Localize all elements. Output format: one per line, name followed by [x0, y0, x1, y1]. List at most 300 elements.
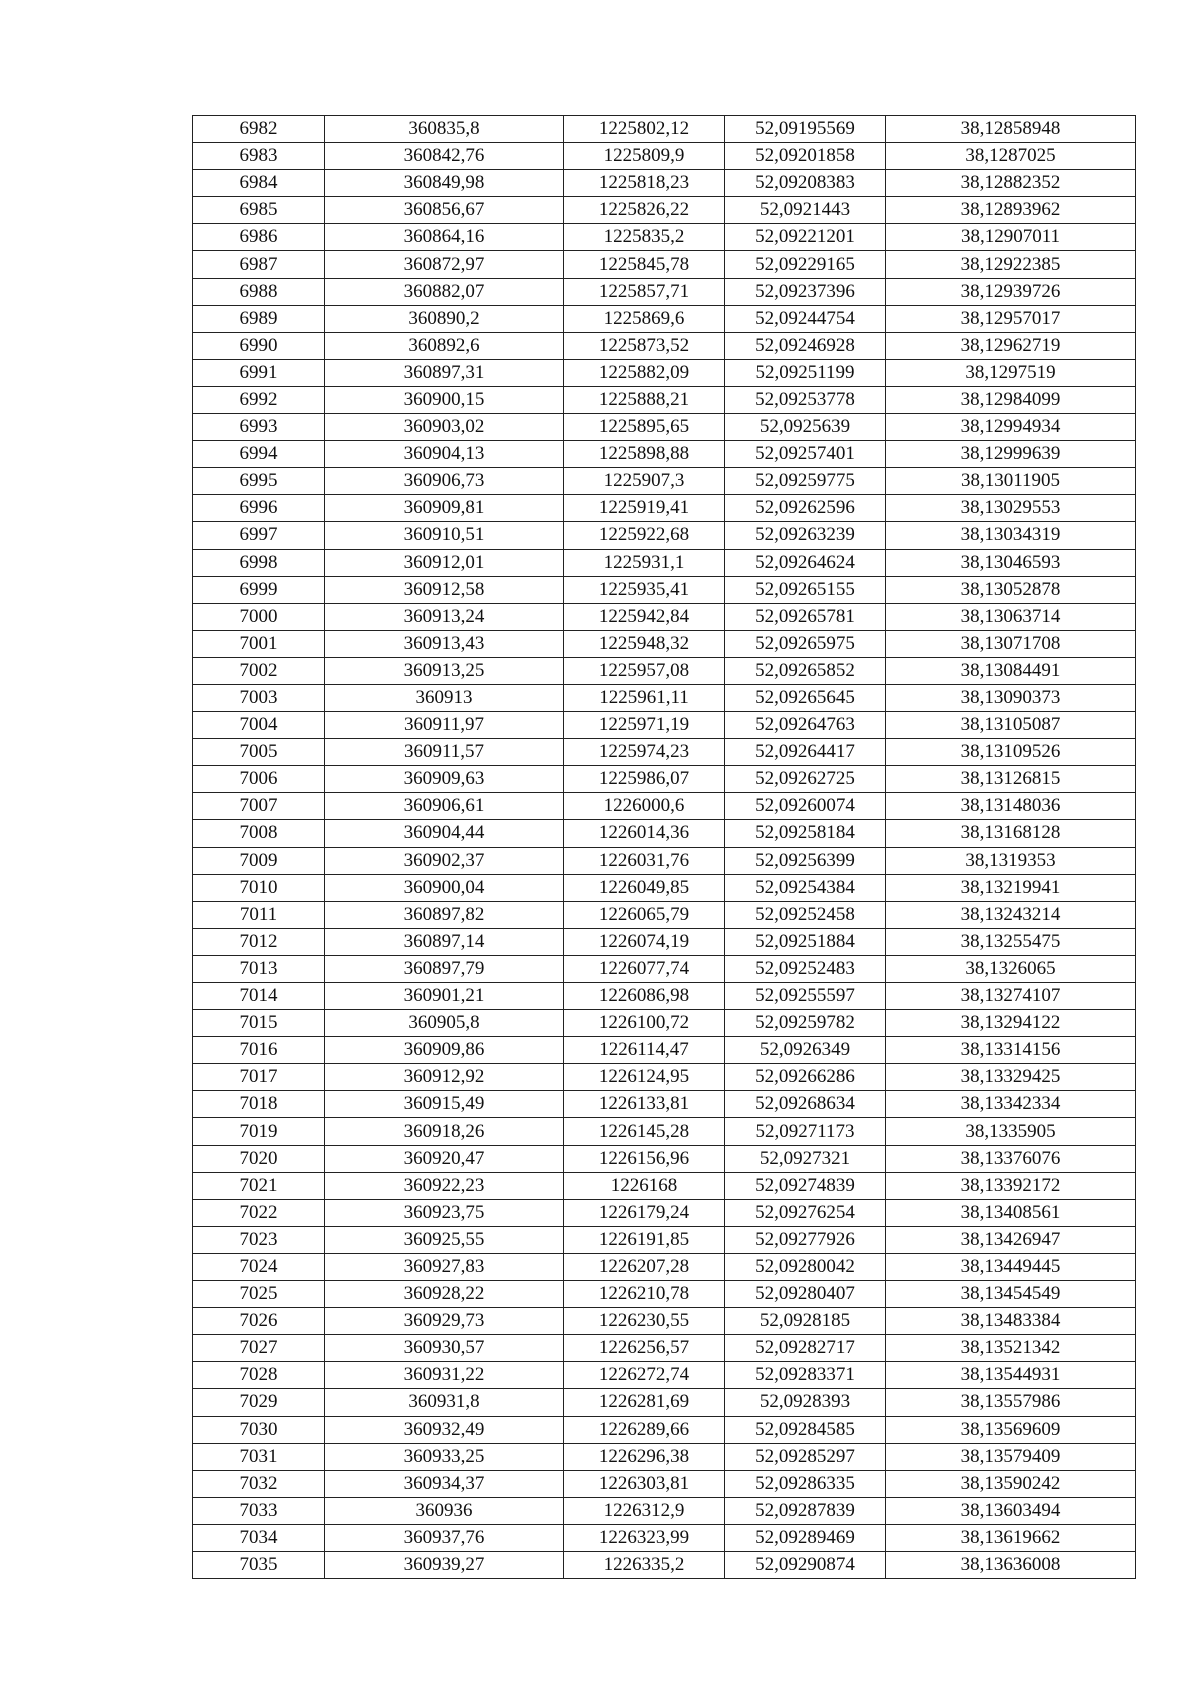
longitude-cell: 38,12893962 — [886, 197, 1136, 224]
y-coordinate-cell: 1226335,2 — [564, 1551, 725, 1578]
y-coordinate-cell: 1226168 — [564, 1172, 725, 1199]
y-coordinate-cell: 1225907,3 — [564, 468, 725, 495]
point-number-cell: 6996 — [193, 495, 325, 522]
y-coordinate-cell: 1226114,47 — [564, 1037, 725, 1064]
y-coordinate-cell: 1225826,22 — [564, 197, 725, 224]
table-row — [193, 549, 1136, 576]
latitude-cell: 52,09268634 — [725, 1091, 886, 1118]
point-number-cell: 6992 — [193, 386, 325, 413]
y-coordinate-cell: 1226289,66 — [564, 1416, 725, 1443]
y-coordinate-cell: 1225869,6 — [564, 305, 725, 332]
latitude-cell: 52,0927321 — [725, 1145, 886, 1172]
latitude-cell: 52,0928185 — [725, 1308, 886, 1335]
latitude-cell: 52,09280042 — [725, 1253, 886, 1280]
x-coordinate-cell: 360925,55 — [325, 1226, 564, 1253]
table-row — [193, 305, 1136, 332]
point-number-cell: 7017 — [193, 1064, 325, 1091]
x-coordinate-cell: 360902,37 — [325, 847, 564, 874]
longitude-cell: 38,13046593 — [886, 549, 1136, 576]
latitude-cell: 52,09262725 — [725, 766, 886, 793]
longitude-cell: 38,1287025 — [886, 143, 1136, 170]
x-coordinate-cell: 360911,97 — [325, 712, 564, 739]
table-row — [193, 1551, 1136, 1578]
y-coordinate-cell: 1225818,23 — [564, 170, 725, 197]
y-coordinate-cell: 1226256,57 — [564, 1335, 725, 1362]
latitude-cell: 52,09280407 — [725, 1281, 886, 1308]
longitude-cell: 38,13579409 — [886, 1443, 1136, 1470]
point-number-cell: 7018 — [193, 1091, 325, 1118]
latitude-cell: 52,09201858 — [725, 143, 886, 170]
longitude-cell: 38,12907011 — [886, 224, 1136, 251]
table-row — [193, 495, 1136, 522]
point-number-cell: 6984 — [193, 170, 325, 197]
point-number-cell: 7035 — [193, 1551, 325, 1578]
table-row — [193, 1470, 1136, 1497]
point-number-cell: 6990 — [193, 332, 325, 359]
y-coordinate-cell: 1225919,41 — [564, 495, 725, 522]
y-coordinate-cell: 1225942,84 — [564, 603, 725, 630]
y-coordinate-cell: 1226049,85 — [564, 874, 725, 901]
longitude-cell: 38,13314156 — [886, 1037, 1136, 1064]
latitude-cell: 52,09289469 — [725, 1524, 886, 1551]
x-coordinate-cell: 360934,37 — [325, 1470, 564, 1497]
table-row — [193, 1308, 1136, 1335]
longitude-cell: 38,13294122 — [886, 1010, 1136, 1037]
table-row — [193, 359, 1136, 386]
longitude-cell: 38,13557986 — [886, 1389, 1136, 1416]
point-number-cell: 7011 — [193, 901, 325, 928]
x-coordinate-cell: 360904,13 — [325, 441, 564, 468]
point-number-cell: 7008 — [193, 820, 325, 847]
point-number-cell: 7020 — [193, 1145, 325, 1172]
point-number-cell: 6997 — [193, 522, 325, 549]
latitude-cell: 52,0926349 — [725, 1037, 886, 1064]
latitude-cell: 52,09287839 — [725, 1497, 886, 1524]
table-row — [193, 522, 1136, 549]
point-number-cell: 6982 — [193, 116, 325, 143]
table-row — [193, 603, 1136, 630]
point-number-cell: 6983 — [193, 143, 325, 170]
point-number-cell: 7034 — [193, 1524, 325, 1551]
longitude-cell: 38,12984099 — [886, 386, 1136, 413]
x-coordinate-cell: 360897,79 — [325, 955, 564, 982]
x-coordinate-cell: 360912,92 — [325, 1064, 564, 1091]
y-coordinate-cell: 1225882,09 — [564, 359, 725, 386]
x-coordinate-cell: 360909,63 — [325, 766, 564, 793]
longitude-cell: 38,13274107 — [886, 983, 1136, 1010]
x-coordinate-cell: 360931,8 — [325, 1389, 564, 1416]
y-coordinate-cell: 1226281,69 — [564, 1389, 725, 1416]
point-number-cell: 7006 — [193, 766, 325, 793]
latitude-cell: 52,09252458 — [725, 901, 886, 928]
table-row — [193, 143, 1136, 170]
latitude-cell: 52,09264624 — [725, 549, 886, 576]
x-coordinate-cell: 360904,44 — [325, 820, 564, 847]
x-coordinate-cell: 360912,58 — [325, 576, 564, 603]
longitude-cell: 38,13449445 — [886, 1253, 1136, 1280]
latitude-cell: 52,09265645 — [725, 684, 886, 711]
x-coordinate-cell: 360912,01 — [325, 549, 564, 576]
longitude-cell: 38,1326065 — [886, 955, 1136, 982]
table-row — [193, 414, 1136, 441]
table-row — [193, 1226, 1136, 1253]
longitude-cell: 38,1319353 — [886, 847, 1136, 874]
latitude-cell: 52,09251884 — [725, 928, 886, 955]
latitude-cell: 52,09262596 — [725, 495, 886, 522]
longitude-cell: 38,13148036 — [886, 793, 1136, 820]
y-coordinate-cell: 1225895,65 — [564, 414, 725, 441]
point-number-cell: 7022 — [193, 1199, 325, 1226]
longitude-cell: 38,13392172 — [886, 1172, 1136, 1199]
longitude-cell: 38,13569609 — [886, 1416, 1136, 1443]
latitude-cell: 52,09271173 — [725, 1118, 886, 1145]
y-coordinate-cell: 1225922,68 — [564, 522, 725, 549]
table-row — [193, 116, 1136, 143]
point-number-cell: 6995 — [193, 468, 325, 495]
x-coordinate-cell: 360900,04 — [325, 874, 564, 901]
longitude-cell: 38,12922385 — [886, 251, 1136, 278]
table-row — [193, 1172, 1136, 1199]
point-number-cell: 7033 — [193, 1497, 325, 1524]
latitude-cell: 52,09274839 — [725, 1172, 886, 1199]
latitude-cell: 52,09257401 — [725, 441, 886, 468]
x-coordinate-cell: 360920,47 — [325, 1145, 564, 1172]
latitude-cell: 52,09264763 — [725, 712, 886, 739]
table-row — [193, 1281, 1136, 1308]
longitude-cell: 38,13376076 — [886, 1145, 1136, 1172]
x-coordinate-cell: 360922,23 — [325, 1172, 564, 1199]
table-row — [193, 251, 1136, 278]
table-row — [193, 224, 1136, 251]
table-row — [193, 1497, 1136, 1524]
point-number-cell: 7001 — [193, 630, 325, 657]
x-coordinate-cell: 360928,22 — [325, 1281, 564, 1308]
table-row — [193, 1443, 1136, 1470]
y-coordinate-cell: 1226031,76 — [564, 847, 725, 874]
x-coordinate-cell: 360913,24 — [325, 603, 564, 630]
x-coordinate-cell: 360911,57 — [325, 739, 564, 766]
y-coordinate-cell: 1225845,78 — [564, 251, 725, 278]
table-row — [193, 874, 1136, 901]
point-number-cell: 6985 — [193, 197, 325, 224]
table-row — [193, 847, 1136, 874]
x-coordinate-cell: 360897,14 — [325, 928, 564, 955]
point-number-cell: 7023 — [193, 1226, 325, 1253]
latitude-cell: 52,0928393 — [725, 1389, 886, 1416]
table-row — [193, 170, 1136, 197]
y-coordinate-cell: 1226191,85 — [564, 1226, 725, 1253]
latitude-cell: 52,09283371 — [725, 1362, 886, 1389]
point-number-cell: 7002 — [193, 657, 325, 684]
table-row — [193, 332, 1136, 359]
table-row — [193, 197, 1136, 224]
x-coordinate-cell: 360897,31 — [325, 359, 564, 386]
longitude-cell: 38,13084491 — [886, 657, 1136, 684]
point-number-cell: 7016 — [193, 1037, 325, 1064]
x-coordinate-cell: 360913 — [325, 684, 564, 711]
x-coordinate-cell: 360936 — [325, 1497, 564, 1524]
latitude-cell: 52,09277926 — [725, 1226, 886, 1253]
table-row — [193, 901, 1136, 928]
latitude-cell: 52,09282717 — [725, 1335, 886, 1362]
table-row — [193, 468, 1136, 495]
longitude-cell: 38,13619662 — [886, 1524, 1136, 1551]
longitude-cell: 38,12957017 — [886, 305, 1136, 332]
table-row — [193, 1416, 1136, 1443]
table-row — [193, 630, 1136, 657]
longitude-cell: 38,13426947 — [886, 1226, 1136, 1253]
latitude-cell: 52,09259782 — [725, 1010, 886, 1037]
point-number-cell: 6998 — [193, 549, 325, 576]
longitude-cell: 38,12999639 — [886, 441, 1136, 468]
point-number-cell: 7031 — [193, 1443, 325, 1470]
y-coordinate-cell: 1226312,9 — [564, 1497, 725, 1524]
y-coordinate-cell: 1226230,55 — [564, 1308, 725, 1335]
point-number-cell: 7007 — [193, 793, 325, 820]
latitude-cell: 52,09258184 — [725, 820, 886, 847]
latitude-cell: 52,09263239 — [725, 522, 886, 549]
x-coordinate-cell: 360856,67 — [325, 197, 564, 224]
x-coordinate-cell: 360901,21 — [325, 983, 564, 1010]
longitude-cell: 38,13109526 — [886, 739, 1136, 766]
x-coordinate-cell: 360930,57 — [325, 1335, 564, 1362]
longitude-cell: 38,13408561 — [886, 1199, 1136, 1226]
point-number-cell: 7010 — [193, 874, 325, 901]
y-coordinate-cell: 1226086,98 — [564, 983, 725, 1010]
y-coordinate-cell: 1226303,81 — [564, 1470, 725, 1497]
latitude-cell: 52,09254384 — [725, 874, 886, 901]
table-row — [193, 1091, 1136, 1118]
table-row — [193, 1118, 1136, 1145]
latitude-cell: 52,09246928 — [725, 332, 886, 359]
y-coordinate-cell: 1225802,12 — [564, 116, 725, 143]
x-coordinate-cell: 360915,49 — [325, 1091, 564, 1118]
table-row — [193, 955, 1136, 982]
y-coordinate-cell: 1225971,19 — [564, 712, 725, 739]
table-row — [193, 441, 1136, 468]
point-number-cell: 7009 — [193, 847, 325, 874]
y-coordinate-cell: 1226100,72 — [564, 1010, 725, 1037]
longitude-cell: 38,1335905 — [886, 1118, 1136, 1145]
longitude-cell: 38,13243214 — [886, 901, 1136, 928]
x-coordinate-cell: 360918,26 — [325, 1118, 564, 1145]
longitude-cell: 38,12939726 — [886, 278, 1136, 305]
longitude-cell: 38,13521342 — [886, 1335, 1136, 1362]
latitude-cell: 52,09251199 — [725, 359, 886, 386]
point-number-cell: 7019 — [193, 1118, 325, 1145]
latitude-cell: 52,09290874 — [725, 1551, 886, 1578]
x-coordinate-cell: 360909,81 — [325, 495, 564, 522]
latitude-cell: 52,09195569 — [725, 116, 886, 143]
longitude-cell: 38,13063714 — [886, 603, 1136, 630]
x-coordinate-cell: 360906,61 — [325, 793, 564, 820]
point-number-cell: 7004 — [193, 712, 325, 739]
y-coordinate-cell: 1225948,32 — [564, 630, 725, 657]
latitude-cell: 52,09208383 — [725, 170, 886, 197]
latitude-cell: 52,09284585 — [725, 1416, 886, 1443]
y-coordinate-cell: 1226207,28 — [564, 1253, 725, 1280]
latitude-cell: 52,0921443 — [725, 197, 886, 224]
x-coordinate-cell: 360897,82 — [325, 901, 564, 928]
y-coordinate-cell: 1226014,36 — [564, 820, 725, 847]
coordinates-table — [192, 115, 1136, 1579]
point-number-cell: 6988 — [193, 278, 325, 305]
latitude-cell: 52,09286335 — [725, 1470, 886, 1497]
x-coordinate-cell: 360905,8 — [325, 1010, 564, 1037]
longitude-cell: 38,13590242 — [886, 1470, 1136, 1497]
point-number-cell: 7000 — [193, 603, 325, 630]
latitude-cell: 52,09276254 — [725, 1199, 886, 1226]
longitude-cell: 38,13029553 — [886, 495, 1136, 522]
x-coordinate-cell: 360927,83 — [325, 1253, 564, 1280]
table-row — [193, 1362, 1136, 1389]
latitude-cell: 52,09265781 — [725, 603, 886, 630]
table-row — [193, 712, 1136, 739]
latitude-cell: 52,09265155 — [725, 576, 886, 603]
longitude-cell: 38,13168128 — [886, 820, 1136, 847]
table-row — [193, 983, 1136, 1010]
point-number-cell: 7014 — [193, 983, 325, 1010]
point-number-cell: 7015 — [193, 1010, 325, 1037]
latitude-cell: 52,09221201 — [725, 224, 886, 251]
latitude-cell: 52,09260074 — [725, 793, 886, 820]
x-coordinate-cell: 360929,73 — [325, 1308, 564, 1335]
point-number-cell: 6999 — [193, 576, 325, 603]
y-coordinate-cell: 1226077,74 — [564, 955, 725, 982]
point-number-cell: 6994 — [193, 441, 325, 468]
latitude-cell: 52,09285297 — [725, 1443, 886, 1470]
longitude-cell: 38,13636008 — [886, 1551, 1136, 1578]
x-coordinate-cell: 360835,8 — [325, 116, 564, 143]
longitude-cell: 38,13071708 — [886, 630, 1136, 657]
longitude-cell: 38,13219941 — [886, 874, 1136, 901]
point-number-cell: 7024 — [193, 1253, 325, 1280]
x-coordinate-cell: 360913,25 — [325, 657, 564, 684]
longitude-cell: 38,12858948 — [886, 116, 1136, 143]
x-coordinate-cell: 360900,15 — [325, 386, 564, 413]
table-row — [193, 793, 1136, 820]
latitude-cell: 52,09229165 — [725, 251, 886, 278]
longitude-cell: 38,13603494 — [886, 1497, 1136, 1524]
y-coordinate-cell: 1225957,08 — [564, 657, 725, 684]
x-coordinate-cell: 360882,07 — [325, 278, 564, 305]
y-coordinate-cell: 1226000,6 — [564, 793, 725, 820]
table-row — [193, 1524, 1136, 1551]
y-coordinate-cell: 1226210,78 — [564, 1281, 725, 1308]
point-number-cell: 6993 — [193, 414, 325, 441]
table-row — [193, 820, 1136, 847]
y-coordinate-cell: 1225986,07 — [564, 766, 725, 793]
latitude-cell: 52,09256399 — [725, 847, 886, 874]
y-coordinate-cell: 1225835,2 — [564, 224, 725, 251]
latitude-cell: 52,09265975 — [725, 630, 886, 657]
longitude-cell: 38,1297519 — [886, 359, 1136, 386]
longitude-cell: 38,13126815 — [886, 766, 1136, 793]
x-coordinate-cell: 360910,51 — [325, 522, 564, 549]
latitude-cell: 52,09237396 — [725, 278, 886, 305]
latitude-cell: 52,09252483 — [725, 955, 886, 982]
x-coordinate-cell: 360933,25 — [325, 1443, 564, 1470]
point-number-cell: 6986 — [193, 224, 325, 251]
point-number-cell: 7032 — [193, 1470, 325, 1497]
table-row — [193, 1037, 1136, 1064]
point-number-cell: 7027 — [193, 1335, 325, 1362]
point-number-cell: 7012 — [193, 928, 325, 955]
longitude-cell: 38,13342334 — [886, 1091, 1136, 1118]
x-coordinate-cell: 360906,73 — [325, 468, 564, 495]
point-number-cell: 7003 — [193, 684, 325, 711]
table-row — [193, 657, 1136, 684]
x-coordinate-cell: 360842,76 — [325, 143, 564, 170]
x-coordinate-cell: 360931,22 — [325, 1362, 564, 1389]
y-coordinate-cell: 1226074,19 — [564, 928, 725, 955]
table-row — [193, 386, 1136, 413]
longitude-cell: 38,12962719 — [886, 332, 1136, 359]
y-coordinate-cell: 1226272,74 — [564, 1362, 725, 1389]
longitude-cell: 38,13052878 — [886, 576, 1136, 603]
table-row — [193, 1389, 1136, 1416]
latitude-cell: 52,09244754 — [725, 305, 886, 332]
point-number-cell: 6987 — [193, 251, 325, 278]
y-coordinate-cell: 1225809,9 — [564, 143, 725, 170]
x-coordinate-cell: 360864,16 — [325, 224, 564, 251]
table-row — [193, 1253, 1136, 1280]
x-coordinate-cell: 360903,02 — [325, 414, 564, 441]
x-coordinate-cell: 360932,49 — [325, 1416, 564, 1443]
x-coordinate-cell: 360909,86 — [325, 1037, 564, 1064]
x-coordinate-cell: 360913,43 — [325, 630, 564, 657]
y-coordinate-cell: 1226124,95 — [564, 1064, 725, 1091]
longitude-cell: 38,13329425 — [886, 1064, 1136, 1091]
point-number-cell: 7025 — [193, 1281, 325, 1308]
y-coordinate-cell: 1226133,81 — [564, 1091, 725, 1118]
x-coordinate-cell: 360849,98 — [325, 170, 564, 197]
latitude-cell: 52,09253778 — [725, 386, 886, 413]
x-coordinate-cell: 360939,27 — [325, 1551, 564, 1578]
point-number-cell: 7021 — [193, 1172, 325, 1199]
point-number-cell: 7030 — [193, 1416, 325, 1443]
latitude-cell: 52,0925639 — [725, 414, 886, 441]
point-number-cell: 6989 — [193, 305, 325, 332]
longitude-cell: 38,13090373 — [886, 684, 1136, 711]
latitude-cell: 52,09264417 — [725, 739, 886, 766]
longitude-cell: 38,13034319 — [886, 522, 1136, 549]
table-row — [193, 1010, 1136, 1037]
latitude-cell: 52,09259775 — [725, 468, 886, 495]
y-coordinate-cell: 1225961,11 — [564, 684, 725, 711]
point-number-cell: 7026 — [193, 1308, 325, 1335]
table-row — [193, 1064, 1136, 1091]
table-row — [193, 278, 1136, 305]
point-number-cell: 7013 — [193, 955, 325, 982]
x-coordinate-cell: 360923,75 — [325, 1199, 564, 1226]
y-coordinate-cell: 1225857,71 — [564, 278, 725, 305]
latitude-cell: 52,09265852 — [725, 657, 886, 684]
x-coordinate-cell: 360892,6 — [325, 332, 564, 359]
y-coordinate-cell: 1226065,79 — [564, 901, 725, 928]
y-coordinate-cell: 1225935,41 — [564, 576, 725, 603]
longitude-cell: 38,12882352 — [886, 170, 1136, 197]
longitude-cell: 38,13544931 — [886, 1362, 1136, 1389]
x-coordinate-cell: 360890,2 — [325, 305, 564, 332]
x-coordinate-cell: 360937,76 — [325, 1524, 564, 1551]
x-coordinate-cell: 360872,97 — [325, 251, 564, 278]
table-row — [193, 1335, 1136, 1362]
table-row — [193, 1145, 1136, 1172]
y-coordinate-cell: 1225873,52 — [564, 332, 725, 359]
longitude-cell: 38,13483384 — [886, 1308, 1136, 1335]
table-row — [193, 576, 1136, 603]
